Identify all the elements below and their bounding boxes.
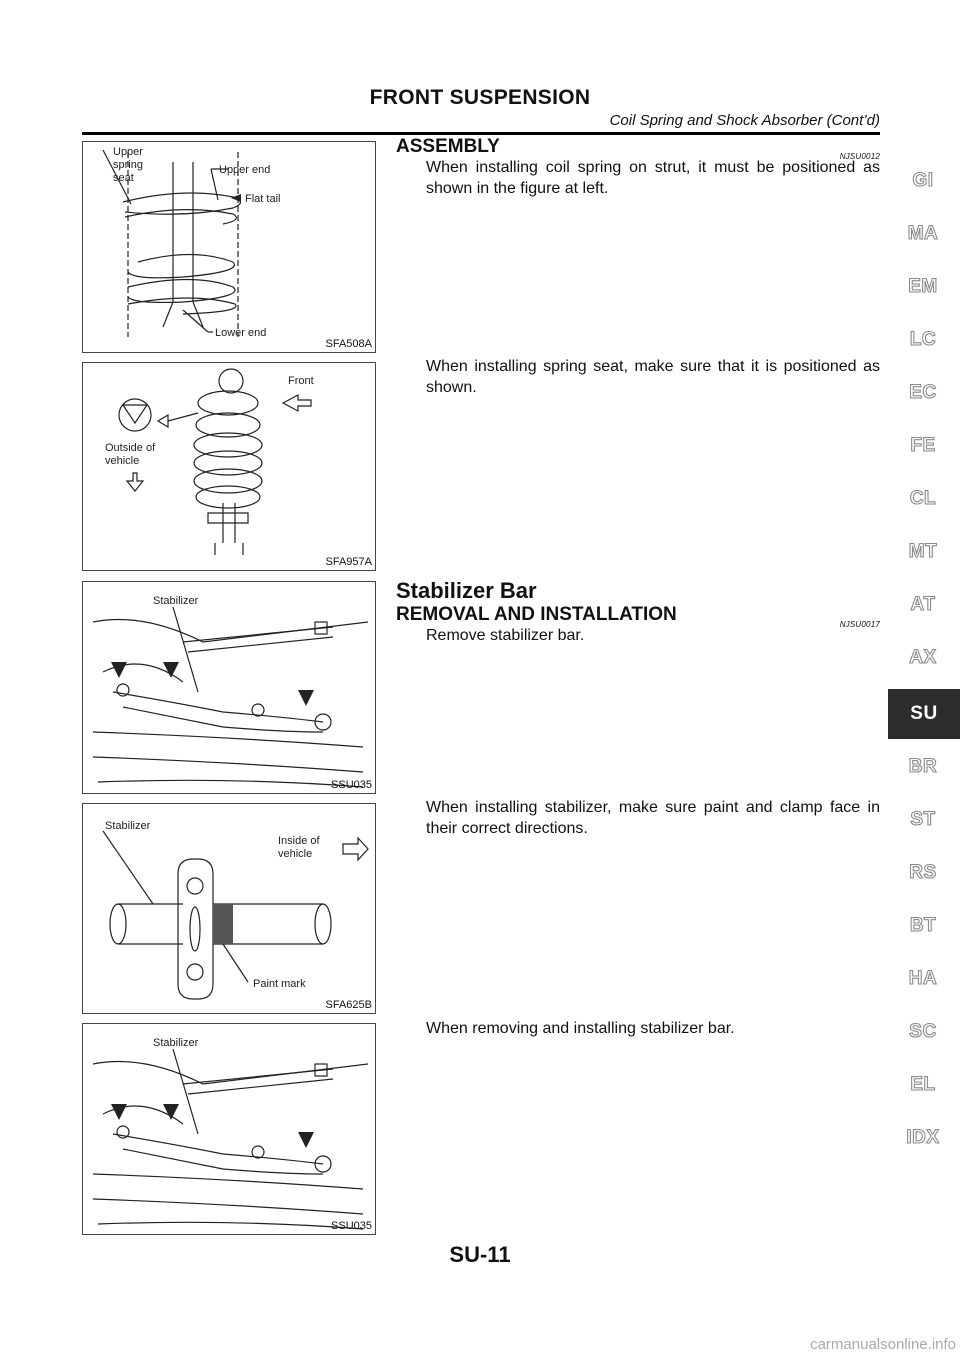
label-flat-tail: Flat tail bbox=[245, 193, 281, 205]
side-tab-gi[interactable]: GI bbox=[912, 170, 934, 191]
label-outside-of: Outside of bbox=[105, 442, 156, 454]
side-tab-ma[interactable]: MA bbox=[907, 223, 939, 244]
side-tab-ec[interactable]: EC bbox=[909, 382, 937, 403]
figure-spring-seat bbox=[82, 362, 376, 571]
label-paint-mark: Paint mark bbox=[253, 978, 306, 990]
figure-code: SFA957A bbox=[325, 556, 372, 568]
side-tab-su[interactable]: SU bbox=[888, 689, 960, 739]
label-stabilizer: Stabilizer bbox=[153, 1037, 199, 1049]
label-vehicle: vehicle bbox=[105, 455, 140, 467]
side-tab-el[interactable]: EL bbox=[910, 1074, 936, 1095]
side-tab-cl[interactable]: CL bbox=[909, 488, 937, 509]
side-tab-ha[interactable]: HA bbox=[908, 968, 938, 989]
stabilizer-ref: NJSU0017 bbox=[839, 620, 880, 629]
watermark: carmanualsonline.info bbox=[810, 1336, 956, 1353]
label-stabilizer: Stabilizer bbox=[153, 595, 199, 607]
assembly-para-2: When installing spring seat, make sure that it is positioned as shown. bbox=[426, 358, 880, 396]
side-tab-at[interactable]: AT bbox=[910, 594, 936, 615]
side-tab-mt[interactable]: MT bbox=[908, 541, 938, 562]
label-vehicle: vehicle bbox=[278, 848, 313, 860]
page-title: FRONT SUSPENSION bbox=[369, 86, 591, 109]
side-tab-sc[interactable]: SC bbox=[909, 1021, 937, 1042]
stabilizer-bar-illustration bbox=[83, 1024, 375, 1234]
label-seat: seat bbox=[113, 172, 134, 184]
side-tab-st[interactable]: ST bbox=[910, 809, 936, 830]
label-inside-of: Inside of bbox=[278, 835, 320, 847]
assembly-heading: ASSEMBLY bbox=[396, 136, 500, 157]
side-tab-em[interactable]: EM bbox=[908, 276, 938, 297]
figure-code: SFA508A bbox=[325, 338, 372, 350]
side-tab-bt[interactable]: BT bbox=[909, 915, 937, 936]
figure-code: SSU035 bbox=[331, 1220, 372, 1232]
side-tab-fe[interactable]: FE bbox=[910, 435, 936, 456]
stabilizer-clamp-illustration bbox=[83, 804, 375, 1013]
label-upper: Upper bbox=[113, 146, 143, 158]
label-front: Front bbox=[288, 375, 314, 387]
stabilizer-bar-illustration bbox=[83, 582, 375, 793]
page-subtitle: Coil Spring and Shock Absorber (Cont’d) bbox=[609, 112, 880, 129]
assembly-ref: NJSU0012 bbox=[839, 152, 880, 161]
side-tab-lc[interactable]: LC bbox=[909, 329, 937, 350]
figure-code: SFA625B bbox=[325, 999, 372, 1011]
figure-paint-mark bbox=[82, 803, 376, 1014]
stabilizer-subheading: REMOVAL AND INSTALLATION bbox=[396, 604, 677, 625]
figure-stabilizer-removal bbox=[82, 581, 376, 794]
stabilizer-title: Stabilizer Bar bbox=[396, 578, 537, 603]
stabilizer-para-3: When removing and installing stabilizer bar. bbox=[426, 1020, 735, 1037]
label-lower-end: Lower end bbox=[215, 327, 267, 339]
figure-code: SSU035 bbox=[331, 779, 372, 791]
header-rule bbox=[82, 132, 880, 135]
stabilizer-para-1: Remove stabilizer bar. bbox=[426, 627, 585, 644]
page-number: SU-11 bbox=[449, 1242, 511, 1267]
assembly-para-1: When installing coil spring on strut, it must be positioned as shown in the figure at left. bbox=[426, 159, 880, 197]
side-tab-br[interactable]: BR bbox=[908, 756, 938, 777]
label-upper-end: Upper end bbox=[219, 164, 271, 176]
figure-coil-spring bbox=[82, 141, 376, 353]
stabilizer-para-2: When installing stabilizer, make sure paint and clamp face in their correct directions. bbox=[426, 799, 880, 837]
side-tab-idx[interactable]: IDX bbox=[906, 1127, 940, 1148]
strut-assembly-illustration bbox=[83, 363, 375, 570]
coil-spring-illustration bbox=[83, 142, 375, 352]
label-stabilizer: Stabilizer bbox=[105, 820, 151, 832]
label-spring: spring bbox=[113, 159, 143, 171]
figure-stabilizer-install bbox=[82, 1023, 376, 1235]
side-tab-rs[interactable]: RS bbox=[909, 862, 937, 883]
side-tab-ax[interactable]: AX bbox=[909, 647, 937, 668]
